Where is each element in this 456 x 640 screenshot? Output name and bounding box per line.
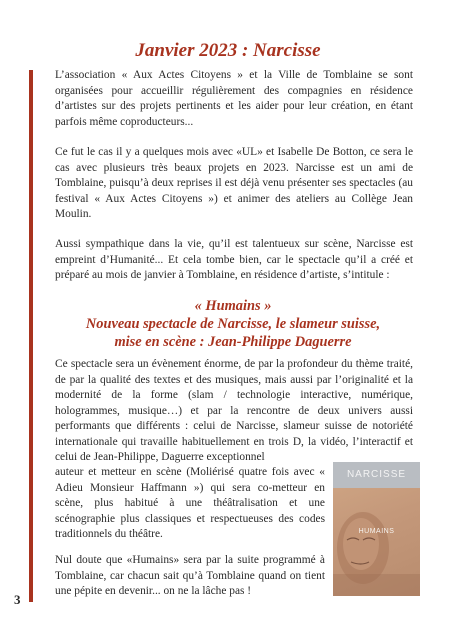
paragraph-narcisse: Aussi sympathique dans la vie, qu’il est talentueux sur scène, Narcisse est empreint d’Humanité... Et cela tombe bien, car le spectacle qu’il a créé et préparé au mois de janvier à Tomblaine, en résidence d’artiste, s’intitule : — [55, 238, 413, 281]
cover-subtitle: HUMAINS — [358, 528, 395, 535]
page-title: Janvier 2023 : Narcisse — [135, 40, 321, 61]
paragraph-partners: Ce fut le cas il y a quelques mois avec «UL» et Isabelle De Botton, ce sera le cas avec plusieurs très beaux projets en 2023. Narcisse est un ami de Tomblaine, puisqu’à deux reprises il est déjà venu présenter ses spectacles (au festival « Aux Actes Citoyens ») et animer des ateliers au Collège Jean Moulin. — [55, 146, 413, 220]
cover-title: NARCISSE — [346, 469, 407, 480]
paragraph-conclusion: Nul doute que «Humains» sera par la suite programmé à Tomblaine, car chacun sait qu’à Tomblaine quand on tient une pépite en devenir... on ne la lâche pas ! — [55, 554, 325, 597]
show-subtitle — [40, 297, 426, 351]
album-cover-image — [333, 462, 420, 596]
paragraph-intro: L’association « Aux Actes Citoyens » et la Ville de Tomblaine se sont organisées pour accueillir régulièrement des compagnies en résidence d’artistes sur des projets pertinents et les aider pour leur création, en étant parfois même coproducteurs... — [55, 69, 413, 128]
show-director: mise en scène : Jean-Philippe Daguerre — [114, 334, 352, 350]
paragraph-show-details-continued: auteur et metteur en scène (Moliérisé quatre fois avec « Adieu Monsieur Haffmann ») qui sera co-metteur en scène, plus habitué à une théâtralisation et une scénographie plus classiques et respectueuses des codes traditionnels du théâtre. — [55, 466, 325, 540]
page-number: 3 — [14, 592, 21, 607]
paragraph-show-details: Ce spectacle sera un évènement énorme, de par la profondeur du thème traité, de par la qualité des textes et des musiques, mais aussi par l’originalité et la modernité de la forme (slam / technologie interactive, numérique, hologrammes, musique…) et par la rencontre de deux univers aussi performants que différents : celui de Narcisse, slameur suisse de notoriété internationale qui travaille habituellement en trois D, la vidéo, l’interactif et celui de Jean-Philippe, Daguerre exceptionnel — [55, 358, 413, 463]
accent-bar — [29, 70, 33, 602]
show-description: Nouveau spectacle de Narcisse, le slameur suisse, — [85, 316, 381, 332]
show-title: « Humains » — [194, 298, 272, 314]
